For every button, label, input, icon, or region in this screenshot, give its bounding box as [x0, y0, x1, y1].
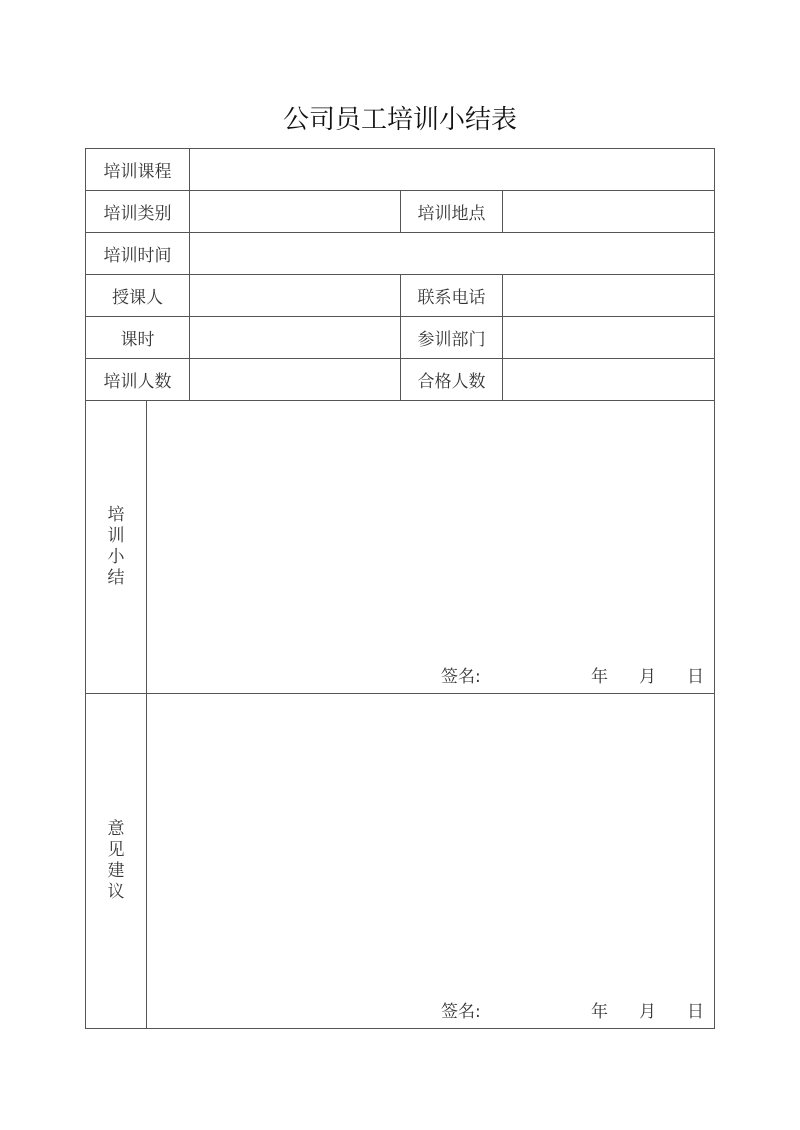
summary-year-label: 年 [591, 667, 608, 687]
trainee-count-label: 培训人数 [86, 359, 190, 401]
time-row [86, 233, 715, 275]
lecturer-row [86, 275, 715, 317]
suggestion-sign-label: 签名: [441, 1002, 481, 1022]
summary-sign-label: 签名: [441, 667, 481, 687]
time-field[interactable] [190, 233, 715, 275]
summary-field[interactable] [147, 401, 715, 694]
qualified-count-field[interactable] [503, 359, 715, 401]
phone-label: 联系电话 [401, 275, 503, 317]
suggestion-label-cell [86, 694, 147, 1029]
category-row [86, 191, 715, 233]
summary-row [86, 401, 715, 694]
department-label: 参训部门 [401, 317, 503, 359]
hours-row [86, 317, 715, 359]
suggestion-row [86, 694, 715, 1029]
hours-label: 课时 [86, 317, 190, 359]
suggestion-signature-line [147, 997, 714, 1022]
location-label: 培训地点 [401, 191, 503, 233]
summary-month-label: 月 [639, 667, 656, 687]
summary-signature-line [147, 662, 714, 687]
count-row [86, 359, 715, 401]
hours-field[interactable] [190, 317, 401, 359]
suggestion-day-label: 日 [687, 1002, 704, 1022]
trainee-count-field[interactable] [190, 359, 401, 401]
course-field[interactable] [190, 149, 715, 191]
category-field[interactable] [190, 191, 401, 233]
summary-day-label: 日 [687, 667, 704, 687]
department-field[interactable] [503, 317, 715, 359]
category-label: 培训类别 [86, 191, 190, 233]
summary-label-cell [86, 401, 147, 694]
time-label: 培训时间 [86, 233, 190, 275]
suggestion-month-label: 月 [639, 1002, 656, 1022]
course-label: 培训课程 [86, 149, 190, 191]
suggestion-year-label: 年 [591, 1002, 608, 1022]
training-summary-form [85, 148, 715, 1029]
page-title: 公司员工培训小结表 [282, 105, 517, 135]
suggestion-label: 意见建议 [107, 819, 125, 902]
qualified-count-label: 合格人数 [401, 359, 503, 401]
suggestion-field[interactable] [147, 694, 715, 1029]
lecturer-field[interactable] [190, 275, 401, 317]
phone-field[interactable] [503, 275, 715, 317]
location-field[interactable] [503, 191, 715, 233]
lecturer-label: 授课人 [86, 275, 190, 317]
summary-label: 培训小结 [107, 505, 125, 588]
course-row [86, 149, 715, 191]
